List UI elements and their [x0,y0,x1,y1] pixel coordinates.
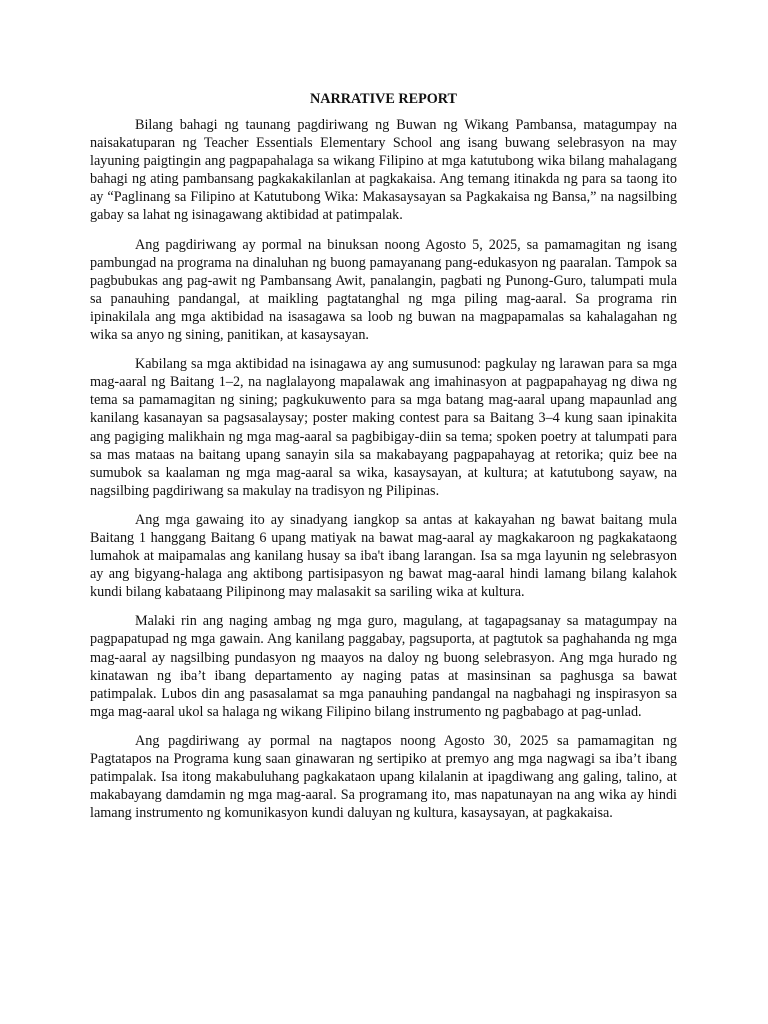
paragraph-closing: Ang pagdiriwang ay pormal na nagtapos noong Agosto 30, 2025 sa pamamagitan ng Pagtatapos na Programa kung saan ginawaran ng sertipiko at premyo ang mga nagwagi sa iba’t ibang patimpalak. Isa itong makabuluhang pagkakataon upang kilalanin at ipagdiwang ang galing, talino, at makabayang damdamin ng mga mag-aaral. Sa programang ito, mas napatunayan na ang wika ay hindi lamang instrumento ng komunikasyon kundi daluyan ng kultura, kasaysayan, at pagkakaisa. [90,732,677,822]
paragraph-acknowledgement: Malaki rin ang naging ambag ng mga guro, magulang, at tagapagsanay sa matagumpay na pagpapatupad ng mga gawain. Ang kanilang paggabay, pagsuporta, at pagtutok sa paghahanda ng mga mag-aaral ay nagsilbing pundasyon ng maayos na daloy ng buong selebrasyon. Ang mga hurado ng kinatawan ng iba’t ibang departamento ay naging patas at masinsinan sa paghusga sa bawat patimpalak. Lubos din ang pasasalamat sa mga panauhing pandangal na nagbahagi ng inspirasyon sa mga mag-aaral ukol sa halaga ng wikang Filipino bilang instrumento ng pagbabago at pag-unlad. [90,613,677,720]
report-title: NARRATIVE REPORT [309,91,458,107]
paragraph-opening: Ang pagdiriwang ay pormal na binuksan noong Agosto 5, 2025, sa pamamagitan ng isang pambungad na programa na dinaluhan ng buong pamayanang pang-edukasyon ng paaralan. Tampok sa pagbubukas ang pag-awit ng Pambansang Awit, panalangin, pagbati ng Punong-Guro, talumpati mula sa panauhing pandangal, at maikling pagtatanghal ng mga piling mag-aaral. Sa programa rin ipinakilala ang mga aktibidad na isasagawa sa loob ng buwan na magpapamalas sa kahalagahan ng wika sa anyo ng sining, panitikan, at kasaysayan. [90,236,677,344]
paragraph-intro: Bilang bahagi ng taunang pagdiriwang ng Buwan ng Wikang Pambansa, matagumpay na naisakatuparan ng Teacher Essentials Elementary School ang isang buwang selebrasyon na may layuning paigtingin ang pagpapahalaga sa wikang Filipino at mga katutubong wika bilang mahalagang bahagi ng ating pambansang pagkakakilanlan at pagkakaisa. Ang temang itinakda ng para sa taong ito ay “Paglinang sa Filipino at Katutubong Wika: Makasaysayan sa Pagkakaisa ng Bansa,” na nagsilbing gabay sa lahat ng isinagawang aktibidad at patimpalak. [90,117,677,224]
paragraph-participation: Ang mga gawaing ito ay sinadyang iangkop sa antas at kakayahan ng bawat baitang mula Baitang 1 hanggang Baitang 6 upang matiyak na bawat mag-aaral ay magkakaroon ng pagkakataong lumahok at maipamalas ang kanilang husay sa iba't ibang larangan. Isa sa mga layunin ng selebrasyon ay ang bigyang-halaga ang aktibong partisipasyon ng bawat mag-aaral hindi lamang bilang kalahok kundi bilang kabataang Pilipinong may malasakit sa sariling wika at kultura. [90,511,677,601]
document-body [90,90,677,833]
paragraph-activities: Kabilang sa mga aktibidad na isinagawa ay ang sumusunod: pagkulay ng larawan para sa mga mag-aaral ng Baitang 1–2, na naglalayong mapalawak ang imahinasyon at pagpapahayag ng diwa ng tema sa pamamagitan ng sining; pagkukuwento para sa mga batang mag-aaral upang mapaunlad ang kanilang kasanayan sa pagsasalaysay; poster making contest para sa Baitang 3–4 kung saan ipinakita ang pagiging malikhain ng mga mag-aaral sa pagbibigay-diin sa tema; spoken poetry at talumpati para sa mas mataas na baitang upang sanayin sila sa makabayang pagpapahayag at retorika; quiz bee na sumubok sa kaalaman ng mga mag-aaral sa wika, kasaysayan, at kultura; at katutubong sayaw, na nagsilbing pagdiriwang sa makulay na tradisyon ng Pilipinas. [90,356,677,499]
